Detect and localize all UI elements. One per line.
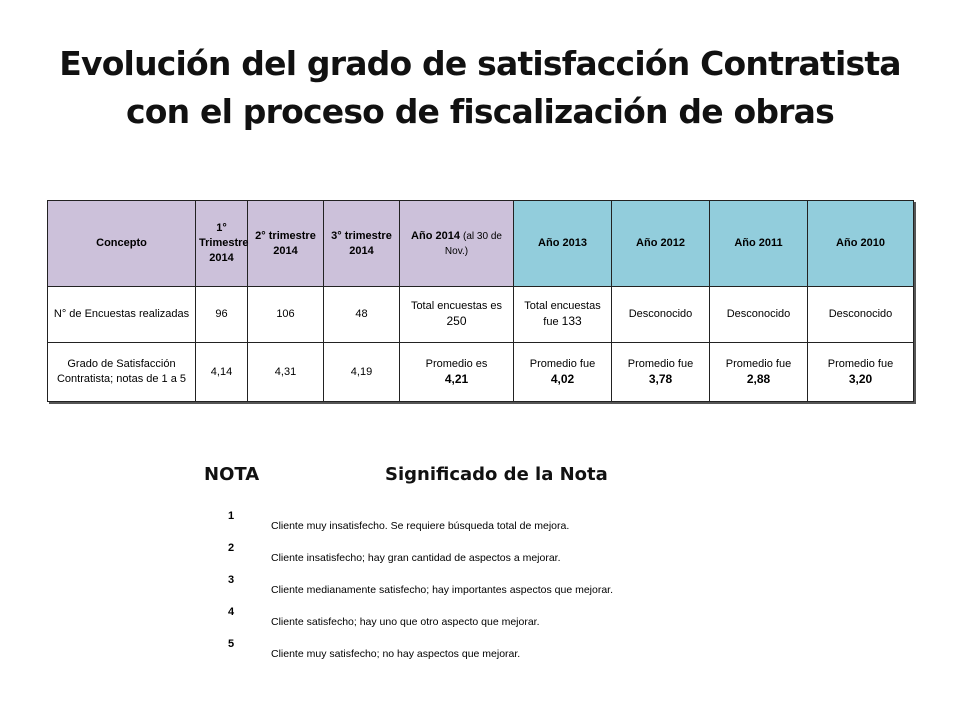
cell-satisfaccion-q2: 4,31	[248, 343, 324, 402]
row-label-encuestas: N° de Encuestas realizadas	[48, 287, 196, 343]
header-q2-2014: 2° trimestre 2014	[248, 201, 324, 287]
nota-number: 1	[227, 510, 235, 522]
header-year-2011: Año 2011	[710, 201, 808, 287]
cell-encuestas-2013	[514, 287, 612, 343]
cell-encuestas-2013-prefix: Total encuestas fue	[524, 300, 601, 328]
nota-number: 5	[227, 638, 235, 650]
satisfaction-table	[47, 200, 914, 402]
nota-meaning: Cliente satisfecho; hay uno que otro aspecto que mejorar.	[271, 616, 540, 628]
table-row-encuestas	[48, 287, 914, 343]
nota-meaning: Cliente insatisfecho; hay gran cantidad de aspectos a mejorar.	[271, 552, 561, 564]
nota-number: 2	[227, 542, 235, 554]
cell-satisfaccion-2013	[514, 343, 612, 402]
cell-satisfaccion-2014-value: 4,21	[444, 372, 469, 386]
cell-satisfaccion-2013-value: 4,02	[550, 372, 575, 386]
list-item	[220, 510, 740, 542]
nota-meaning: Cliente muy insatisfecho. Se requiere búsqueda total de mejora.	[271, 520, 570, 532]
cell-satisfaccion-2010-prefix: Promedio fue	[827, 358, 894, 370]
header-year-2013: Año 2013	[514, 201, 612, 287]
header-year-2014-note: (al 30 de Nov.)	[444, 230, 502, 257]
cell-satisfaccion-2010-value: 3,20	[848, 372, 873, 386]
cell-encuestas-2014-value: 250	[446, 314, 467, 328]
nota-meaning: Cliente muy satisfecho; no hay aspectos que mejorar.	[271, 648, 521, 660]
list-item	[220, 606, 740, 638]
significado-heading: Significado de la Nota	[385, 464, 608, 485]
nota-number: 4	[227, 606, 235, 618]
list-item	[220, 542, 740, 574]
page-title	[0, 40, 960, 136]
row-label-satisfaccion: Grado de Satisfacción Contratista; notas de 1 a 5	[48, 343, 196, 402]
cell-satisfaccion-2011-prefix: Promedio fue	[725, 358, 792, 370]
cell-encuestas-2014	[400, 287, 514, 343]
cell-satisfaccion-2011-value: 2,88	[746, 372, 771, 386]
header-year-2014-label: Año 2014	[411, 229, 460, 242]
title-line-2: con el proceso de fiscalización de obras	[126, 92, 834, 131]
cell-encuestas-2014-prefix: Total encuestas es	[410, 300, 503, 312]
cell-satisfaccion-2011	[710, 343, 808, 402]
cell-satisfaccion-2014	[400, 343, 514, 402]
cell-encuestas-2011: Desconocido	[710, 287, 808, 343]
cell-encuestas-2013-value: 133	[561, 314, 582, 328]
header-q3-2014: 3° trimestre 2014	[324, 201, 400, 287]
header-year-2014	[400, 201, 514, 287]
cell-satisfaccion-q3: 4,19	[324, 343, 400, 402]
title-line-1: Evolución del grado de satisfacción Contratista	[59, 44, 901, 83]
nota-meaning: Cliente medianamente satisfecho; hay importantes aspectos que mejorar.	[271, 584, 614, 596]
cell-satisfaccion-2012-prefix: Promedio fue	[627, 358, 694, 370]
table-row-satisfaccion	[48, 343, 914, 402]
cell-encuestas-2012: Desconocido	[612, 287, 710, 343]
cell-satisfaccion-q1: 4,14	[196, 343, 248, 402]
table-header-row	[48, 201, 914, 287]
nota-number: 3	[227, 574, 235, 586]
cell-satisfaccion-2010	[808, 343, 914, 402]
cell-satisfaccion-2013-prefix: Promedio fue	[529, 358, 596, 370]
header-year-2010: Año 2010	[808, 201, 914, 287]
cell-encuestas-q1: 96	[196, 287, 248, 343]
cell-satisfaccion-2012	[612, 343, 710, 402]
cell-satisfaccion-2014-prefix: Promedio es	[425, 358, 488, 370]
nota-heading: NOTA	[204, 464, 260, 485]
nota-legend-list	[220, 510, 740, 670]
header-q1-2014: 1° Trimestre 2014	[196, 201, 248, 287]
cell-encuestas-q2: 106	[248, 287, 324, 343]
list-item	[220, 574, 740, 606]
header-year-2012: Año 2012	[612, 201, 710, 287]
cell-satisfaccion-2012-value: 3,78	[648, 372, 673, 386]
list-item	[220, 638, 740, 670]
cell-encuestas-2010: Desconocido	[808, 287, 914, 343]
header-concepto: Concepto	[48, 201, 196, 287]
cell-encuestas-q3: 48	[324, 287, 400, 343]
